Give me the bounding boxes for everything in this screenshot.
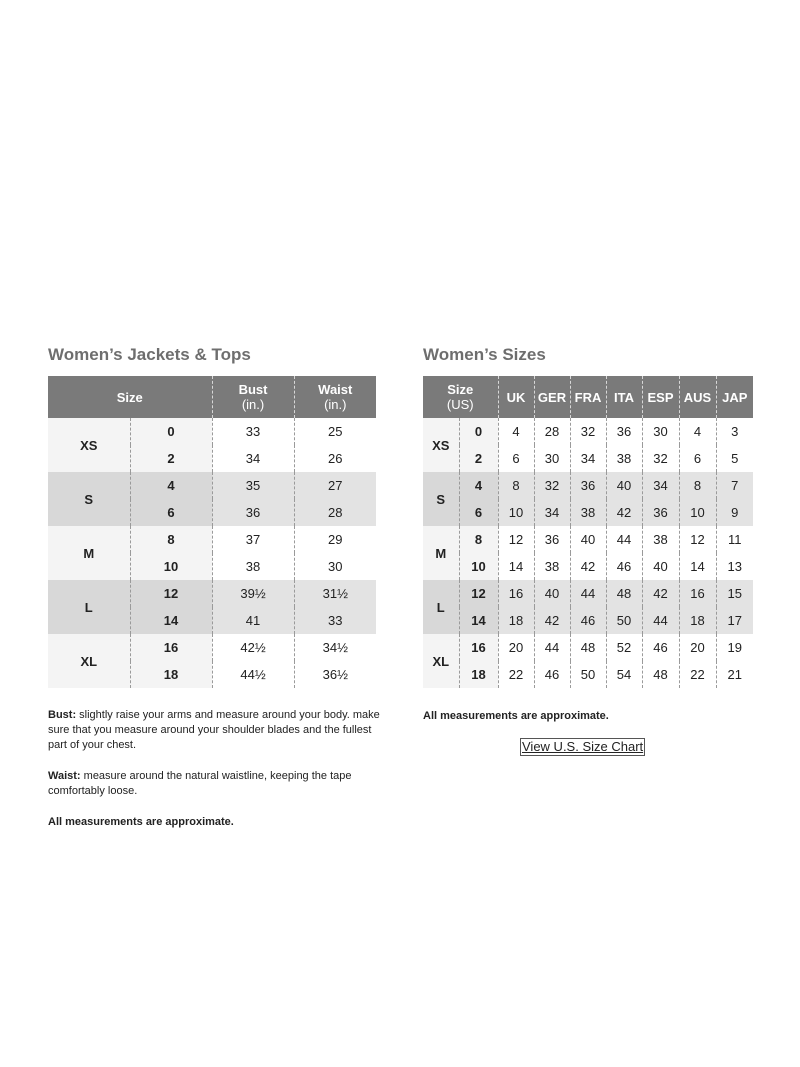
size-label: S [48, 472, 130, 526]
size-value-cell: 22 [679, 661, 716, 688]
size-value-cell: 4 [498, 418, 534, 445]
size-value-cell: 44 [642, 607, 679, 634]
size-value-cell: 38 [570, 499, 606, 526]
us-size-cell: 12 [459, 580, 498, 607]
bust-header: Bust (in.) [212, 376, 294, 418]
size-value-cell: 18 [498, 607, 534, 634]
us-size-cell: 10 [130, 553, 212, 580]
size-value-cell: 8 [498, 472, 534, 499]
size-label: S [423, 472, 459, 526]
bust-cell: 33 [212, 418, 294, 445]
table-row [423, 634, 753, 661]
waist-cell: 26 [294, 445, 376, 472]
size-value-cell: 15 [716, 580, 753, 607]
size-header: Size [48, 376, 212, 418]
size-label: XS [423, 418, 459, 472]
us-size-cell: 10 [459, 553, 498, 580]
country-header: JAP [716, 376, 753, 418]
table-row [48, 526, 376, 553]
measurement-notes [48, 708, 388, 846]
size-value-cell: 6 [498, 445, 534, 472]
size-value-cell: 46 [534, 661, 570, 688]
size-value-cell: 8 [679, 472, 716, 499]
size-label: M [48, 526, 130, 580]
country-header: AUS [679, 376, 716, 418]
size-value-cell: 34 [534, 499, 570, 526]
size-value-cell: 20 [679, 634, 716, 661]
bust-cell: 37 [212, 526, 294, 553]
country-header: UK [498, 376, 534, 418]
size-value-cell: 48 [642, 661, 679, 688]
size-value-cell: 9 [716, 499, 753, 526]
size-value-cell: 54 [606, 661, 642, 688]
size-value-cell: 40 [570, 526, 606, 553]
waist-cell: 31½ [294, 580, 376, 607]
size-value-cell: 32 [642, 445, 679, 472]
size-label: M [423, 526, 459, 580]
country-header: GER [534, 376, 570, 418]
table-row [423, 472, 753, 499]
us-size-cell: 14 [459, 607, 498, 634]
size-value-cell: 40 [642, 553, 679, 580]
bust-cell: 34 [212, 445, 294, 472]
international-size-table [423, 376, 753, 688]
womens-sizes-title: Women’s Sizes [423, 345, 546, 364]
table-row [423, 418, 753, 445]
approx-note: All measurements are approximate. [48, 816, 234, 828]
sizes-approx-note: All measurements are approximate. [423, 710, 609, 722]
us-size-cell: 16 [130, 634, 212, 661]
waist-cell: 36½ [294, 661, 376, 688]
size-value-cell: 12 [679, 526, 716, 553]
size-value-cell: 18 [679, 607, 716, 634]
size-value-cell: 3 [716, 418, 753, 445]
size-value-cell: 28 [534, 418, 570, 445]
size-value-cell: 40 [606, 472, 642, 499]
size-value-cell: 38 [642, 526, 679, 553]
size-value-cell: 16 [679, 580, 716, 607]
country-header: ESP [642, 376, 679, 418]
country-header: FRA [570, 376, 606, 418]
size-value-cell: 50 [606, 607, 642, 634]
table-row [423, 499, 753, 526]
size-value-cell: 46 [570, 607, 606, 634]
us-size-cell: 4 [130, 472, 212, 499]
us-size-cell: 12 [130, 580, 212, 607]
size-label: XS [48, 418, 130, 472]
size-value-cell: 48 [606, 580, 642, 607]
size-value-cell: 42 [642, 580, 679, 607]
size-value-cell: 34 [642, 472, 679, 499]
size-value-cell: 44 [606, 526, 642, 553]
size-value-cell: 50 [570, 661, 606, 688]
waist-cell: 25 [294, 418, 376, 445]
us-size-cell: 4 [459, 472, 498, 499]
size-label: XL [423, 634, 459, 688]
us-size-cell: 0 [459, 418, 498, 445]
size-value-cell: 10 [679, 499, 716, 526]
us-size-cell: 8 [459, 526, 498, 553]
view-us-size-chart-link[interactable]: View U.S. Size Chart [522, 739, 644, 754]
bust-cell: 41 [212, 607, 294, 634]
size-value-cell: 10 [498, 499, 534, 526]
size-value-cell: 17 [716, 607, 753, 634]
size-value-cell: 30 [534, 445, 570, 472]
bust-cell: 38 [212, 553, 294, 580]
size-value-cell: 44 [570, 580, 606, 607]
size-label: L [48, 580, 130, 634]
table-row [48, 580, 376, 607]
size-value-cell: 14 [498, 553, 534, 580]
waist-cell: 28 [294, 499, 376, 526]
table-row [48, 418, 376, 445]
country-header: ITA [606, 376, 642, 418]
table-row [423, 580, 753, 607]
waist-cell: 29 [294, 526, 376, 553]
jackets-tops-title: Women’s Jackets & Tops [48, 345, 251, 364]
size-value-cell: 30 [642, 418, 679, 445]
size-value-cell: 36 [534, 526, 570, 553]
bust-note: Bust: slightly raise your arms and measure around your body. make sure that you measure around your shoulder blades and the fullest part of your chest. [48, 709, 380, 751]
size-value-cell: 32 [570, 418, 606, 445]
size-value-cell: 42 [606, 499, 642, 526]
size-value-cell: 36 [642, 499, 679, 526]
bust-cell: 35 [212, 472, 294, 499]
bust-cell: 39½ [212, 580, 294, 607]
waist-cell: 27 [294, 472, 376, 499]
table-row [48, 634, 376, 661]
size-value-cell: 20 [498, 634, 534, 661]
size-value-cell: 44 [534, 634, 570, 661]
size-value-cell: 32 [534, 472, 570, 499]
us-size-cell: 16 [459, 634, 498, 661]
table-row [423, 526, 753, 553]
size-value-cell: 38 [606, 445, 642, 472]
size-value-cell: 6 [679, 445, 716, 472]
bust-cell: 42½ [212, 634, 294, 661]
size-value-cell: 19 [716, 634, 753, 661]
size-value-cell: 7 [716, 472, 753, 499]
bust-cell: 44½ [212, 661, 294, 688]
size-value-cell: 16 [498, 580, 534, 607]
us-size-cell: 6 [459, 499, 498, 526]
table-row [423, 607, 753, 634]
us-size-cell: 0 [130, 418, 212, 445]
size-label: XL [48, 634, 130, 688]
us-size-cell: 18 [130, 661, 212, 688]
size-us-header: Size (US) [423, 376, 498, 418]
us-size-cell: 14 [130, 607, 212, 634]
size-value-cell: 13 [716, 553, 753, 580]
bust-cell: 36 [212, 499, 294, 526]
size-value-cell: 42 [570, 553, 606, 580]
size-value-cell: 48 [570, 634, 606, 661]
size-value-cell: 46 [642, 634, 679, 661]
size-value-cell: 11 [716, 526, 753, 553]
waist-header: Waist (in.) [294, 376, 376, 418]
us-size-cell: 2 [459, 445, 498, 472]
size-value-cell: 4 [679, 418, 716, 445]
waist-cell: 34½ [294, 634, 376, 661]
size-value-cell: 36 [606, 418, 642, 445]
size-value-cell: 38 [534, 553, 570, 580]
size-value-cell: 21 [716, 661, 753, 688]
us-size-cell: 6 [130, 499, 212, 526]
jackets-size-table [48, 376, 376, 688]
size-value-cell: 46 [606, 553, 642, 580]
us-size-cell: 18 [459, 661, 498, 688]
us-size-cell: 2 [130, 445, 212, 472]
table-row [423, 445, 753, 472]
size-value-cell: 14 [679, 553, 716, 580]
size-value-cell: 5 [716, 445, 753, 472]
waist-note: Waist: measure around the natural waistline, keeping the tape comfortably loose. [48, 770, 352, 797]
size-value-cell: 40 [534, 580, 570, 607]
size-value-cell: 42 [534, 607, 570, 634]
size-label: L [423, 580, 459, 634]
size-value-cell: 52 [606, 634, 642, 661]
waist-cell: 30 [294, 553, 376, 580]
table-row [423, 553, 753, 580]
size-value-cell: 12 [498, 526, 534, 553]
table-row [48, 472, 376, 499]
size-value-cell: 34 [570, 445, 606, 472]
size-value-cell: 36 [570, 472, 606, 499]
waist-cell: 33 [294, 607, 376, 634]
us-size-cell: 8 [130, 526, 212, 553]
table-row [423, 661, 753, 688]
size-value-cell: 22 [498, 661, 534, 688]
